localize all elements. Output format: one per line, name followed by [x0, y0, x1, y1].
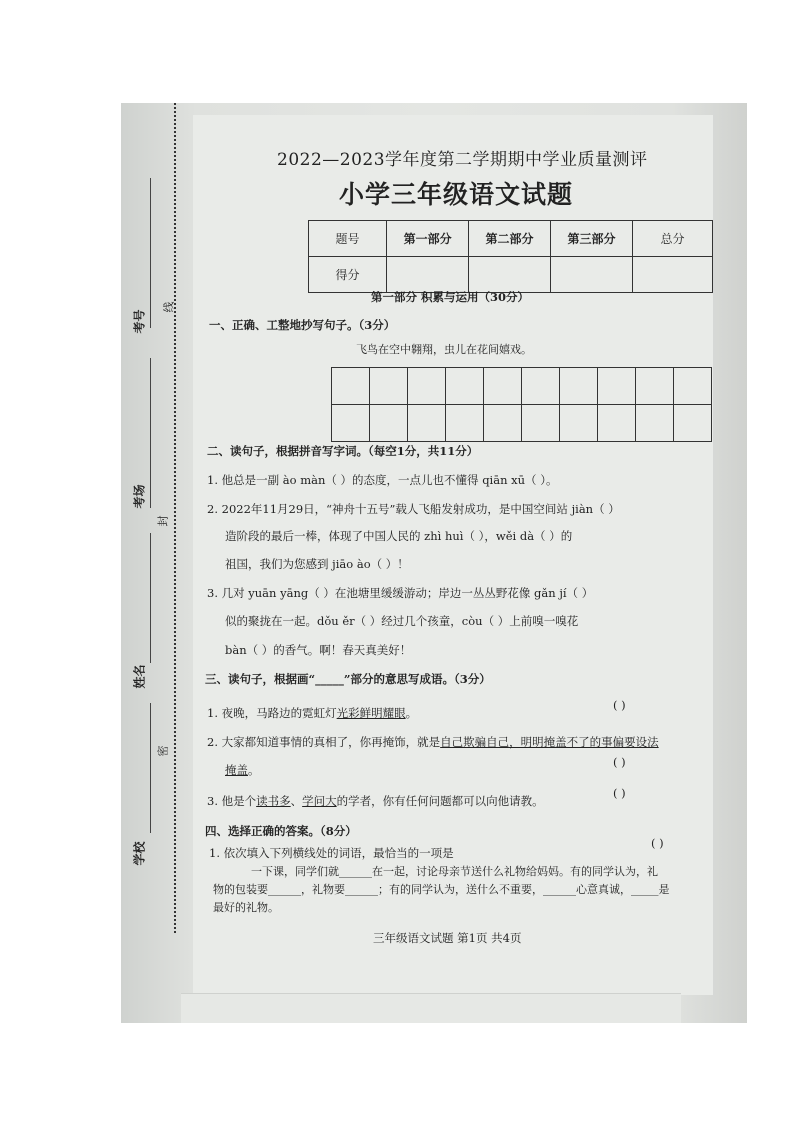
q3-s3-text: 3. 他是个 — [207, 794, 257, 808]
grid-cell[interactable] — [674, 405, 712, 442]
q3-s2-underlined: 自己欺骗自己，明明掩盖不了的事偏要设法 — [440, 735, 659, 749]
part1-title: 第一部分 积累与运用（30分） — [371, 290, 530, 304]
grid-cell[interactable] — [370, 405, 408, 442]
grid-cell[interactable] — [522, 368, 560, 405]
q4-answer-1[interactable]: ( ) — [651, 836, 664, 850]
q3-s1-text: 1. 夜晚，马路边的霓虹灯 — [207, 706, 337, 720]
q2-line: 1. 他总是一副 ào màn（ ）的态度，一点儿也不懂得 qiān xū（ ）。 — [207, 473, 558, 487]
next-page-edge — [181, 993, 681, 1023]
grid-cell[interactable] — [332, 405, 370, 442]
exam-no-label: 考号 — [132, 309, 147, 334]
q3-s3-end: 的学者，你有任何问题都可以向他请教。 — [336, 794, 544, 808]
score-row-label: 得分 — [309, 257, 387, 293]
writing-grid[interactable] — [331, 367, 712, 442]
grid-cell[interactable] — [484, 368, 522, 405]
exam-no-blank-line — [150, 178, 151, 328]
q2-line: 3. 几对 yuān yāng（ ）在池塘里缓缓游动；岸边一丛丛野花像 gǎn jí（ ） — [207, 586, 594, 600]
q3-answer-3[interactable]: ( ) — [613, 786, 626, 800]
name-label: 姓名 — [132, 664, 147, 689]
q4-passage-line: 一下课，同学们就______在一起，讨论母亲节送什么礼物给妈妈。有的同学认为，礼 — [251, 865, 658, 878]
grid-cell[interactable] — [598, 368, 636, 405]
exam-room-blank-line — [150, 358, 151, 508]
score-header-cell: 第三部分 — [550, 221, 632, 257]
grid-cell[interactable] — [332, 368, 370, 405]
grid-cell[interactable] — [636, 405, 674, 442]
q3-answer-2[interactable]: ( ) — [613, 755, 626, 769]
binding-dotted-line — [174, 103, 177, 933]
score-header-cell: 总分 — [632, 221, 712, 257]
q3-s2-underlined-cont: 掩盖 — [225, 763, 248, 777]
score-cell[interactable] — [632, 257, 712, 293]
grid-cell[interactable] — [636, 368, 674, 405]
score-cell[interactable] — [550, 257, 632, 293]
name-blank-line — [150, 533, 151, 663]
exam-photo — [121, 103, 747, 1023]
q3-s3-sep: 、 — [290, 794, 303, 808]
q3-sentence-2 — [207, 734, 659, 750]
q2-line: 祖国，我们为您感到 jiāo ào（ ）！ — [225, 557, 409, 571]
exam-room-label: 考场 — [132, 484, 147, 509]
grid-cell[interactable] — [446, 405, 484, 442]
line-mark: 线 — [162, 301, 176, 313]
q3-s3-underlined: 读书多 — [256, 794, 291, 808]
grid-cell[interactable] — [560, 368, 598, 405]
score-table — [308, 220, 713, 293]
score-header-cell: 第一部分 — [387, 221, 469, 257]
q3-s1-end: 。 — [405, 706, 418, 720]
q3-title: 三、读句子，根据画“_____”部分的意思写成语。（3分） — [205, 672, 491, 686]
q3-s1-underlined: 光彩鲜明耀眼 — [336, 706, 406, 720]
q3-s2-text: 2. 大家都知道事情的真相了，你再掩饰，就是 — [207, 735, 441, 749]
score-cell[interactable] — [387, 257, 469, 293]
q2-line: 造阶段的最后一棒，体现了中国人民的 zhì huì（ ），wěi dà（ ）的 — [225, 529, 573, 543]
score-header-cell: 题号 — [309, 221, 387, 257]
score-cell[interactable] — [469, 257, 551, 293]
grid-cell[interactable] — [408, 368, 446, 405]
q3-s2-end: 。 — [248, 763, 260, 777]
grid-cell[interactable] — [522, 405, 560, 442]
seal-mark: 封 — [156, 515, 170, 527]
q3-s3-underlined: 学问大 — [302, 794, 337, 808]
grid-cell[interactable] — [446, 368, 484, 405]
q3-answer-1[interactable]: ( ) — [613, 698, 626, 712]
exam-subtitle: 小学三年级语文试题 — [339, 180, 574, 209]
school-label: 学校 — [132, 841, 147, 866]
q3-sentence-1 — [207, 705, 417, 721]
page-footer: 三年级语文试题 第1页 共4页 — [373, 931, 522, 945]
q1-title: 一、正确、工整地抄写句子。（3分） — [209, 318, 396, 332]
q4-question-1: 1. 依次填入下列横线处的词语，最恰当的一项是 — [209, 846, 454, 860]
grid-cell[interactable] — [370, 368, 408, 405]
q1-sentence: 飞鸟在空中翱翔，虫儿在花间嬉戏。 — [356, 343, 532, 356]
grid-cell[interactable] — [484, 405, 522, 442]
exam-title: 2022—2023学年度第二学期期中学业质量测评 — [277, 150, 648, 170]
school-blank-line — [150, 703, 151, 833]
q3-sentence-2-cont — [225, 762, 260, 778]
q2-title: 二、读句子，根据拼音写字词。（每空1分，共11分） — [207, 444, 479, 458]
q3-sentence-3 — [207, 793, 544, 809]
grid-cell[interactable] — [408, 405, 446, 442]
q4-passage-line: 物的包装要______，礼物要______；有的同学认为，送什么不重要，______心意真诚，_____是 — [213, 883, 670, 896]
grid-cell[interactable] — [674, 368, 712, 405]
grid-cell[interactable] — [560, 405, 598, 442]
q4-passage-line: 最好的礼物。 — [213, 901, 279, 914]
q2-line: bàn（ ）的香气。啊！春天真美好！ — [225, 643, 412, 657]
q2-line: 2. 2022年11月29日，“神舟十五号”载人飞船发射成功，是中国空间站 jiàn（ ） — [207, 502, 620, 516]
exam-sheet — [193, 115, 713, 995]
secret-mark: 密 — [156, 745, 170, 757]
grid-cell[interactable] — [598, 405, 636, 442]
score-header-cell: 第二部分 — [469, 221, 551, 257]
q2-line: 似的聚拢在一起。dǒu ěr（ ）经过几个孩童，còu（ ）上前嗅一嗅花 — [225, 614, 579, 628]
q4-title: 四、选择正确的答案。（8分） — [205, 824, 357, 838]
